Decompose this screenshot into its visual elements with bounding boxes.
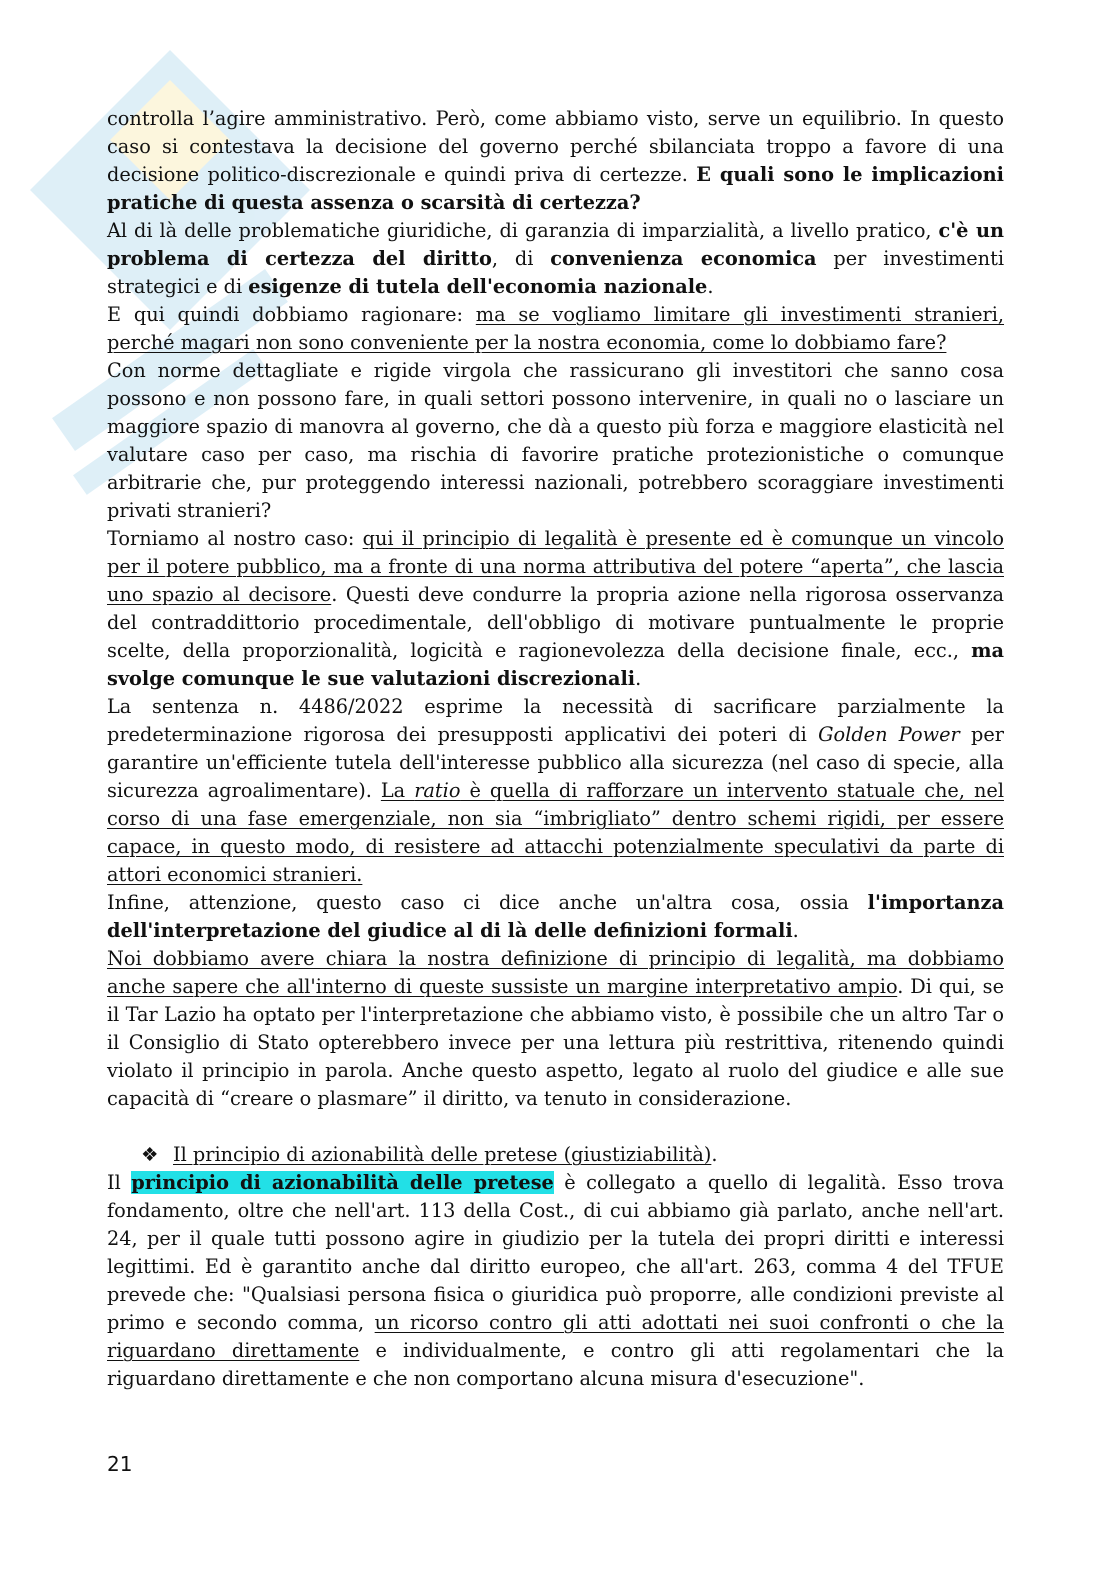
styled-text: c'è un problema di certezza del diritto — [107, 219, 1004, 270]
section-heading-bullet — [107, 1141, 1004, 1169]
paragraph — [107, 889, 1004, 945]
section-heading-period: . — [711, 1143, 718, 1166]
section-heading-text: Il principio di azionabilità delle pretese (giustiziabilità) — [173, 1143, 712, 1166]
spacer — [107, 1113, 1004, 1141]
text-run: è collegato a quello di legalità. Esso trova fondamento, oltre che nell'art. 113 della Cost., di cui abbiamo già parlato, anche nell'art. 24, per il quale tutti possono agire in giudizio per la tutela dei propri diritti e interessi legittimi. Ed è garantito anche dal diritto europeo, che all'art. 263, comma 4 del TFUE prevede che: "Qualsiasi persona fisica o giuridica può proporre, alle condizioni previste al primo e secondo comma, — [107, 1171, 1004, 1334]
text-run: La sentenza n. 4486/2022 esprime la necessità di sacrificare parzialmente la predeterminazione rigorosa dei presupposti applicativi dei poteri di — [107, 695, 1004, 746]
final-paragraph — [107, 1169, 1004, 1393]
styled-text: l'importanza dell'interpretazione del giudice al di là delle definizioni formali — [107, 891, 1004, 942]
paragraph — [107, 357, 1004, 525]
text-run: Infine, attenzione, questo caso ci dice anche un'altra cosa, ossia — [107, 891, 868, 914]
styled-text: Golden Power — [818, 723, 960, 746]
text-run: e individualmente, e contro gli atti regolamentari che la riguardano direttamente e che non comportano alcuna misura d'esecuzione". — [107, 1339, 1004, 1390]
styled-text: qui il principio di legalità è presente ed è comunque un vincolo per il potere pubblico, ma a fronte di una norma attributiva del potere “aperta”, che lascia uno spazio al decisore — [107, 527, 1004, 606]
paragraph — [107, 525, 1004, 693]
text-run: . — [792, 919, 799, 942]
paragraph — [107, 301, 1004, 357]
styled-text: ma svolge comunque le sue valutazioni discrezionali — [107, 639, 1004, 690]
text-run: per investimenti strategici e di — [107, 247, 1004, 298]
styled-text: convenienza economica — [550, 247, 817, 270]
text-run: per garantire un'efficiente tutela dell'interesse pubblico alla sicurezza (nel caso di specie, alla sicurezza agroalimentare). — [107, 723, 1004, 802]
text-run: . — [707, 275, 714, 298]
text-run: . Questi deve condurre la propria azione nella rigorosa osservanza del contraddittorio procedimentale, dell'obbligo di motivare puntualmente le proprie scelte, della proporzionalità, logicità e ragionevolezza della decisione finale, ecc., — [107, 583, 1004, 662]
paragraph — [107, 105, 1004, 217]
styled-text: La — [380, 779, 415, 802]
styled-text: Noi dobbiamo avere chiara la nostra definizione di principio di legalità, ma dobbiamo anche sapere che all'interno di queste sussiste un margine interpretativo ampio — [107, 947, 1004, 998]
text-run: Al di là delle problematiche giuridiche, di garanzia di imparzialità, a livello pratico, — [107, 219, 939, 242]
text-run: Con norme dettagliate e rigide virgola che rassicurano gli investitori che sanno cosa possono e non possono fare, in quali settori possono intervenire, in quali no o lasciare un maggiore spazio di manovra al governo, che dà a questo più forza e maggiore elasticità nel valutare caso per caso, ma rischia di favorire pratiche protezionistiche o comunque arbitrarie che, pur proteggendo interessi nazionali, potrebbero scoraggiare investimenti privati stranieri? — [107, 359, 1004, 522]
paragraph — [107, 693, 1004, 889]
styled-text: ma se vogliamo limitare gli investimenti stranieri, perché magari non sono conveniente per la nostra economia, come lo dobbiamo fare? — [107, 303, 1005, 354]
text-run: , di — [491, 247, 551, 270]
text-run: . — [635, 667, 642, 690]
styled-text: E quali sono le implicazioni pratiche di questa assenza o scarsità di certezza? — [107, 163, 1005, 214]
paragraph — [107, 945, 1004, 1113]
paragraph — [107, 217, 1004, 301]
diamond-bullet-icon: ❖ — [141, 1143, 159, 1166]
text-run: Torniamo al nostro caso: — [107, 527, 363, 550]
text-run: controlla l’agire amministrativo. Però, come abbiamo visto, serve un equilibrio. In questo caso si contestava la decisione del governo perché sbilanciata troppo a favore di una decisione politico-discrezionale e quindi priva di certezze. — [107, 107, 1004, 186]
text-run: Il — [107, 1171, 132, 1194]
highlighted-text: principio di azionabilità delle pretese — [131, 1171, 554, 1194]
text-run: E qui quindi dobbiamo ragionare: — [107, 303, 476, 326]
styled-text: un ricorso contro gli atti adottati nei suoi confronti o che la riguardano direttamente — [107, 1311, 1004, 1362]
styled-text: esigenze di tutela dell'economia nazionale — [248, 275, 708, 298]
styled-text: ratio — [414, 779, 461, 802]
text-run: . Di qui, se il Tar Lazio ha optato per l'interpretazione che abbiamo visto, è possibile che un altro Tar o il Consiglio di Stato opterebbero invece per una lettura più restrittiva, ritenendo quindi violato il principio in parola. Anche questo aspetto, legato al ruolo del giudice e alle sue capacità di “creare o plasmare” il diritto, va tenuto in considerazione. — [107, 975, 1004, 1110]
document-body — [107, 105, 1004, 1393]
styled-text: è quella di rafforzare un intervento statuale che, nel corso di una fase emergenziale, non sia “imbrigliato” dentro schemi rigidi, per essere capace, in questo modo, di resistere ad attacchi potenzialmente speculativi da parte di attori economici stranieri. — [107, 779, 1004, 886]
page-number: 21 — [107, 1452, 133, 1476]
